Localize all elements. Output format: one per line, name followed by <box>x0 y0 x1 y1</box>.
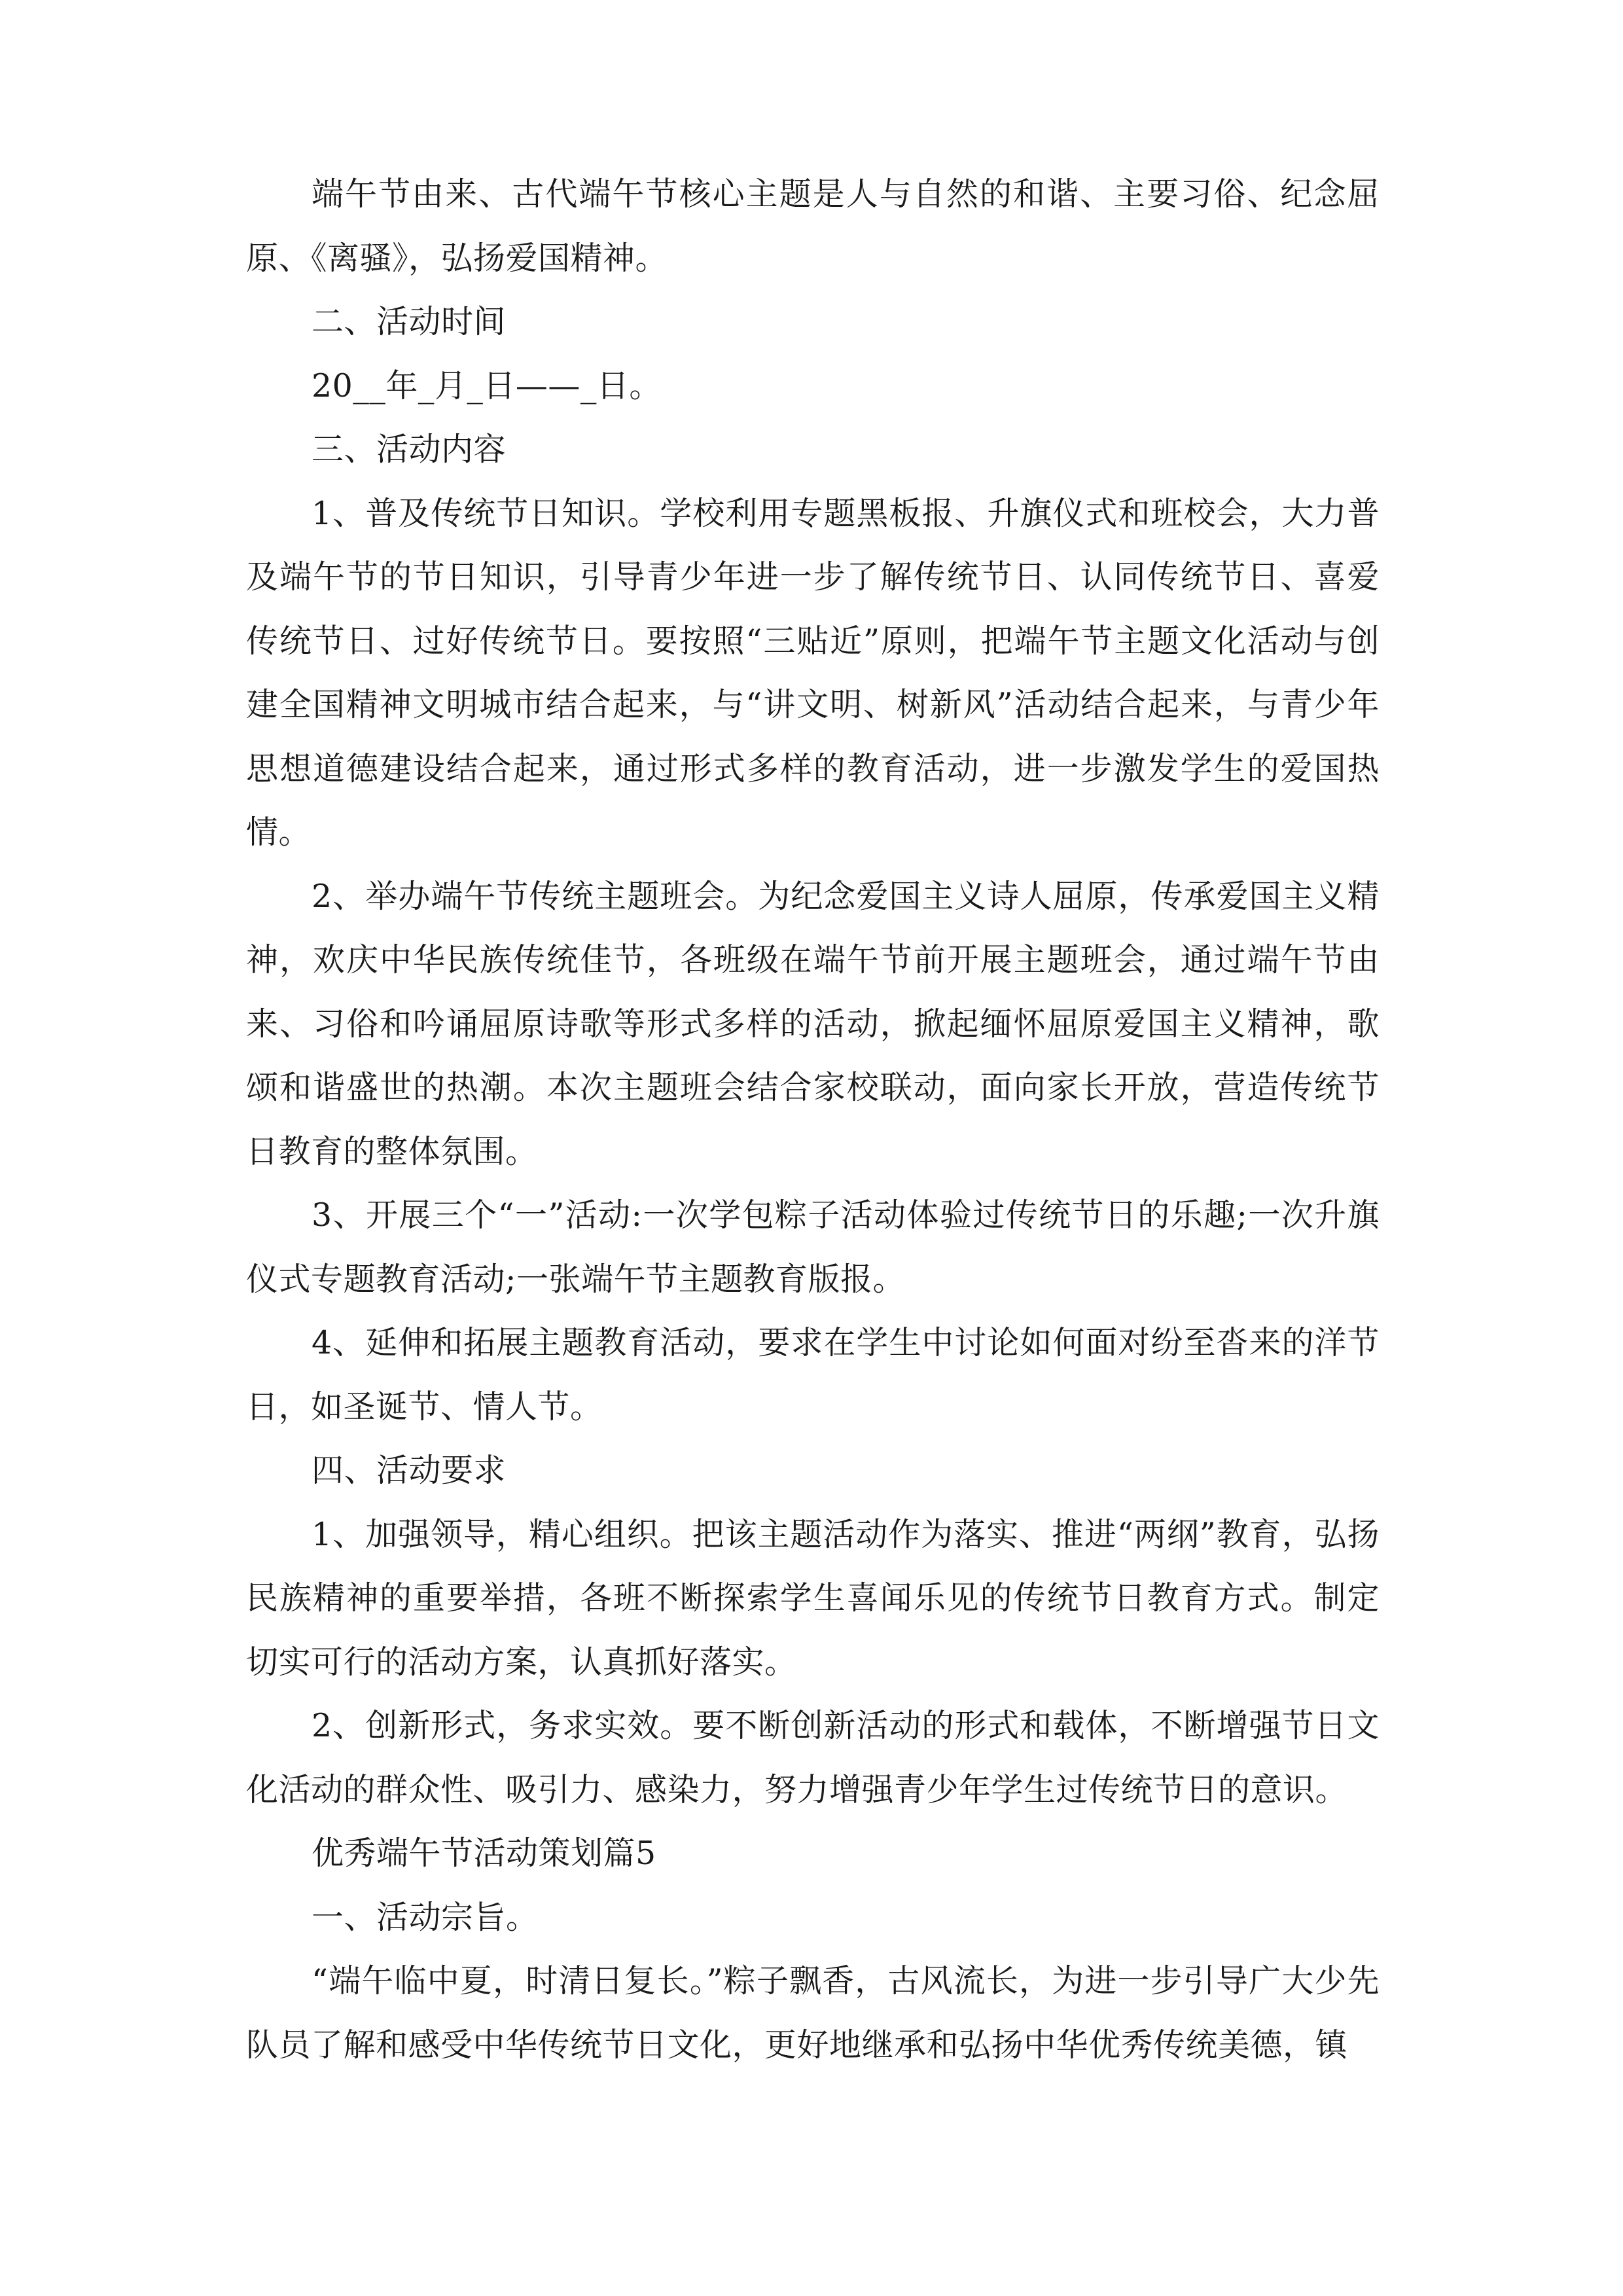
paragraph-requirement-2: 2、创新形式，务求实效。要不断创新活动的形式和载体，不断增强节日文化活动的群众性、吸引力、感染力，努力增强青少年学生过传统节日的意识。 <box>246 1707 1380 1808</box>
document-page <box>246 162 1380 2077</box>
section-heading-activity-time: 二、活动时间 <box>312 303 507 340</box>
paragraph-intro-theme: 端午节由来、古代端午节核心主题是人与自然的和谐、主要习俗、纪念屈原、《离骚》，弘扬爱国精神。 <box>246 175 1380 277</box>
section-heading-activity-requirements: 四、活动要求 <box>312 1452 507 1489</box>
paragraph-content-item-2: 2、举办端午节传统主题班会。为纪念爱国主义诗人屈原，传承爱国主义精神，欢庆中华民族传统佳节，各班级在端午节前开展主题班会，通过端午节由来、习俗和吟诵屈原诗歌等形式多样的活动，掀起缅怀屈原爱国主义精神，歌颂和谐盛世的热潮。本次主题班会结合家校联动，面向家长开放，营造传统节日教育的整体氛围。 <box>246 877 1380 1170</box>
activity-date-line: 20__年_月_日——_日。 <box>312 367 662 404</box>
article-title-part-5: 优秀端午节活动策划篇5 <box>312 1835 656 1872</box>
paragraph-content-item-1: 1、普及传统节日知识。学校利用专题黑板报、升旗仪式和班校会，大力普及端午节的节日知识，引导青少年进一步了解传统节日、认同传统节日、喜爱传统节日、过好传统节日。要按照“三贴近”原则，把端午节主题文化活动与创建全国精神文明城市结合起来，与“讲文明、树新风”活动结合起来，与青少年思想道德建设结合起来，通过形式多样的教育活动，进一步激发学生的爱国热情。 <box>246 494 1380 851</box>
paragraph-content-item-3: 3、开展三个“一”活动:一次学包粽子活动体验过传统节日的乐趣;一次升旗仪式专题教育活动;一张端午节主题教育版报。 <box>246 1196 1380 1298</box>
section-heading-activity-purpose: 一、活动宗旨。 <box>312 1898 539 1936</box>
section-heading-activity-content: 三、活动内容 <box>312 431 507 468</box>
paragraph-requirement-1: 1、加强领导，精心组织。把该主题活动作为落实、推进“两纲”教育，弘扬民族精神的重要举措，各班不断探索学生喜闻乐见的传统节日教育方式。制定切实可行的活动方案，认真抓好落实。 <box>246 1515 1380 1681</box>
paragraph-purpose: “端午临中夏，时清日复长。”粽子飘香，古风流长，为进一步引导广大少先队员了解和感受中华传统节日文化，更好地继承和弘扬中华优秀传统美德，镇 <box>246 1962 1380 2064</box>
paragraph-content-item-4: 4、延伸和拓展主题教育活动，要求在学生中讨论如何面对纷至沓来的洋节日，如圣诞节、情人节。 <box>246 1324 1380 1426</box>
